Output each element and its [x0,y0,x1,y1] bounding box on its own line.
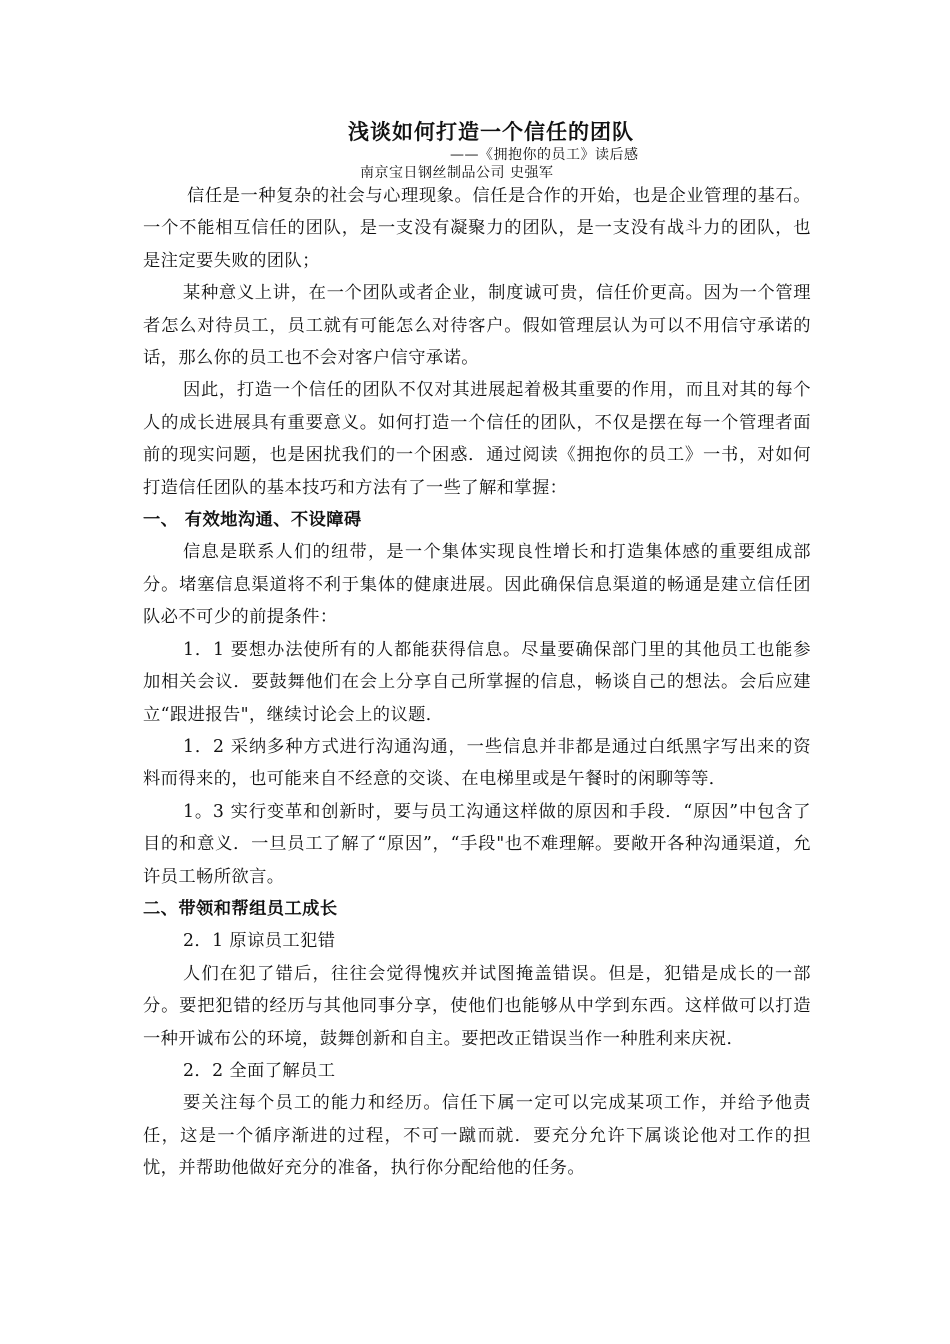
paragraph: 信任是一种复杂的社会与心理现象。信任是合作的开始，也是企业管理的基石。一个不能相互信任的团队，是一支没有凝聚力的团队，是一支没有战斗力的团队，也是注定要失败的团队； [143,186,811,271]
document-body [143,180,811,1185]
paragraph: 要关注每个员工的能力和经历。信任下属一定可以完成某项工作，并给予他责任，这是一个循序渐进的过程，不可一蹴而就．要充分允许下属谈论他对工作的担忧，并帮助他做好充分的准备，执行你分配给他的任务。 [143,1093,811,1179]
paragraph: 因此，打造一个信任的团队不仅对其进展起着极其重要的作用，而且对其的每个人的成长进展具有重要意义。如何打造一个信任的团队，不仅是摆在每一个管理者面前的现实问题，也是困扰我们的一个困惑．通过阅读《拥抱你的员工》一书，对如何打造信任团队的基本技巧和方法有了一些了解和掌握： [143,380,811,498]
section-heading: 一、 有效地沟通、不设障碍 [143,510,362,531]
paragraph: 人们在犯了错后，往往会觉得愧疚并试图掩盖错误。但是，犯错是成长的一部分。要把犯错的经历与其他同事分享，使他们也能够从中学到东西。这样做可以打造一种开诚布公的环境，鼓舞创新和自主。要把改正错误当作一种胜利来庆祝． [143,963,811,1049]
author-line: 南京宝日钢丝制品公司 史强军 [360,165,554,181]
paragraph: 信息是联系人们的纽带，是一个集体实现良性增长和打造集体感的重要组成部分。堵塞信息渠道将不利于集体的健康进展。因此确保信息渠道的畅通是建立信任团队必不可少的前提条件： [143,542,811,628]
subsection-heading: 2．1 原谅员工犯错 [183,931,336,952]
list-item: 1．1 要想办法使所有的人都能获得信息。尽量要确保部门里的其他员工也能参加相关会议．要鼓舞他们在会上分享自己所掌握的信息，畅谈自己的想法。会后应建立“跟进报告"，继续讨论会上的议题． [143,639,811,725]
list-item: 1。3 实行变革和创新时，要与员工沟通这样做的原因和手段．“原因”中包含了目的和意义．一旦员工了解了“原因”，“手段"也不难理解。要敞开各种沟通渠道，允许员工畅所欲言。 [143,801,811,887]
section-heading: 二、带领和帮组员工成长 [143,898,338,919]
list-item: 1．2 采纳多种方式进行沟通沟通，一些信息并非都是通过白纸黑字写出来的资料而得来的，也可能来自不经意的交谈、在电梯里或是午餐时的闲聊等等． [143,736,811,790]
document-subtitle: ——《拥抱你的员工》读后感 [450,147,639,163]
document-title: 浅谈如何打造一个信任的团队 [348,119,634,144]
subsection-heading: 2．2 全面了解员工 [183,1060,336,1081]
paragraph: 某种意义上讲，在一个团队或者企业，制度诚可贵，信任价更高。因为一个管理者怎么对待员工，员工就有可能怎么对待客户。假如管理层认为可以不用信守承诺的话，那么你的员工也不会对客户信守承诺。 [143,283,811,369]
